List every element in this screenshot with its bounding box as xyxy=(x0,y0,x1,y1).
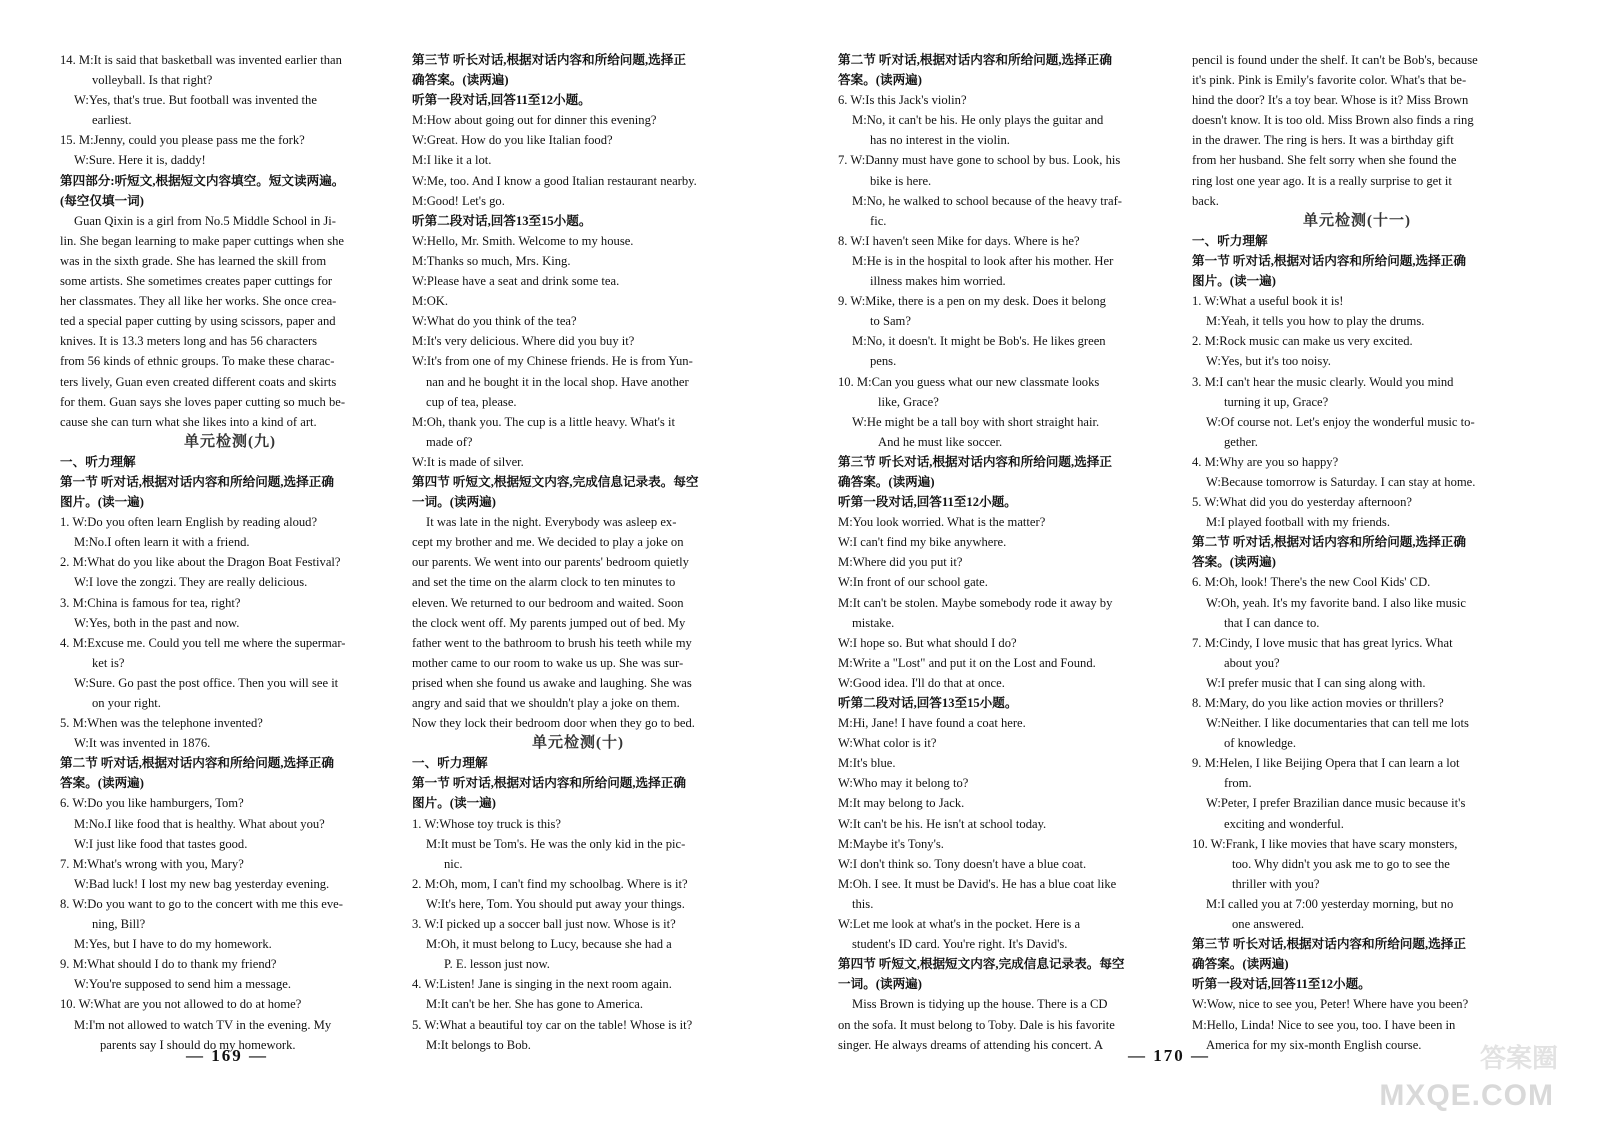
text-line: M:I played football with my friends. xyxy=(1206,515,1390,530)
text-line: 4. W:Listen! Jane is singing in the next room again. xyxy=(412,977,672,992)
text-line: 答案。(读两遍) xyxy=(838,73,922,88)
text-line: 第一节 听对话,根据对话内容和所给问题,选择正确 xyxy=(1192,253,1466,268)
text-line: the clock went off. My parents jumped out of bed. My xyxy=(412,615,686,630)
text-line: eleven. We returned to our bedroom and waited. Soon xyxy=(412,595,684,610)
text-line: fic. xyxy=(870,213,887,228)
text-line: 第三节 听长对话,根据对话内容和所给问题,选择正 xyxy=(1192,937,1466,952)
text-line: from her husband. She felt sorry when she found the xyxy=(1192,153,1457,168)
text-line: W:Me, too. And I know a good Italian restaurant nearby. xyxy=(412,173,697,188)
text-line: 2. M:Oh, mom, I can't find my schoolbag. Where is it? xyxy=(412,876,688,891)
text-line: ring lost one year ago. It is a really surprise to get it xyxy=(1192,173,1452,188)
text-line: 一、听力理解 xyxy=(412,756,488,771)
text-line: M:I'm not allowed to watch TV in the evening. My xyxy=(74,1017,332,1032)
text-line: 6. M:Oh, look! There's the new Cool Kids' CD. xyxy=(1192,575,1431,590)
text-line: M:OK. xyxy=(412,294,449,309)
text-line: W:Oh, yeah. It's my favorite band. I also like music xyxy=(1206,595,1466,610)
text-line: M:I like it a lot. xyxy=(412,153,492,168)
text-line: W:Yes, that's true. But football was invented the xyxy=(74,93,317,108)
text-line: gether. xyxy=(1224,434,1258,449)
text-line: 15. M:Jenny, could you please pass me the fork? xyxy=(60,133,305,148)
watermark-cn: 答案圈 xyxy=(1479,1044,1558,1074)
text-line: And he must like soccer. xyxy=(878,434,1003,449)
text-line: 听第二段对话,回答13至15小题。 xyxy=(838,696,1018,710)
text-line: cause she can turn what she likes into a kind of art. xyxy=(60,414,317,429)
text-line: W:You're supposed to send him a message. xyxy=(74,977,292,992)
text-line: earliest. xyxy=(92,113,132,128)
text-line: volleyball. Is that right? xyxy=(92,73,213,88)
text-line: thriller with you? xyxy=(1232,876,1320,891)
text-line: 第三节 听长对话,根据对话内容和所给问题,选择正 xyxy=(412,53,686,67)
text-line: W:Yes, but it's too noisy. xyxy=(1206,354,1331,369)
text-line: ters lively, Guan even created different coats and skirts xyxy=(60,374,337,389)
text-line: 1. W:Do you often learn English by reading aloud? xyxy=(60,515,318,530)
text-line: lin. She began learning to make paper cuttings when she xyxy=(60,233,344,248)
text-line: for them. Guan says she loves paper cutting so much be- xyxy=(60,394,346,409)
text-line: It was late in the night. Everybody was asleep ex- xyxy=(426,515,677,530)
text-line: W:It's from one of my Chinese friends. He is from Yun- xyxy=(412,354,693,369)
text-line: M:How about going out for dinner this evening? xyxy=(412,113,657,128)
text-line: M:Yes, but I have to do my homework. xyxy=(74,937,272,952)
text-line: 4. M:Excuse me. Could you tell me where the supermar- xyxy=(60,635,346,650)
text-line: 第四节 听短文,根据短文内容,完成信息记录表。每空 xyxy=(412,474,699,489)
section-heading: 单元检测(九) xyxy=(184,433,276,450)
text-line: 第四部分:听短文,根据短文内容填空。短文读两遍。 xyxy=(60,173,345,188)
text-line: Miss Brown is tidying up the house. There is a CD xyxy=(852,997,1108,1012)
text-line: 确答案。(读两遍) xyxy=(412,73,509,88)
text-line: Guan Qixin is a girl from No.5 Middle School in Ji- xyxy=(74,213,336,228)
text-line: M:It's very delicious. Where did you buy it? xyxy=(412,334,635,349)
text-line: 图片。(读一遍) xyxy=(60,495,144,510)
text-line: M:It must be Tom's. He was the only kid in the pic- xyxy=(426,836,686,851)
text-line: 第三节 听长对话,根据对话内容和所给问题,选择正 xyxy=(838,454,1112,469)
text-line: 5. W:What did you do yesterday afternoon? xyxy=(1192,495,1412,510)
text-line: 图片。(读一遍) xyxy=(412,796,496,811)
text-line: doesn't know. It is too old. Miss Brown also finds a ring xyxy=(1192,113,1474,128)
text-line: 8. M:Mary, do you like action movies or thrillers? xyxy=(1192,696,1444,710)
text-line: M:Good! Let's go. xyxy=(412,193,505,208)
text-line: our parents. We went into our parents' bedroom quietly xyxy=(412,555,689,570)
text-line: M:Hello, Linda! Nice to see you, too. I have been in xyxy=(1192,1017,1456,1032)
text-line: M:It's blue. xyxy=(838,756,896,771)
text-line: M:It can't be stolen. Maybe somebody rode it away by xyxy=(838,595,1113,610)
text-line: W:Wow, nice to see you, Peter! Where have you been? xyxy=(1192,997,1469,1012)
text-line: nan and he bought it in the local shop. Have another xyxy=(426,374,689,389)
text-line: W:Good idea. I'll do that at once. xyxy=(838,675,1005,690)
text-line: mother came to our room to wake us up. She was sur- xyxy=(412,655,684,670)
text-line: cept my brother and me. We decided to play a joke on xyxy=(412,535,684,550)
section-heading: 单元检测(十) xyxy=(532,735,624,752)
text-line: 第一节 听对话,根据对话内容和所给问题,选择正确 xyxy=(412,776,686,791)
text-line: M:Hi, Jane! I have found a coat here. xyxy=(838,716,1026,731)
text-line: 图片。(读一遍) xyxy=(1192,274,1276,289)
text-line: has no interest in the violin. xyxy=(870,133,1010,148)
text-line: 6. W:Do you like hamburgers, Tom? xyxy=(60,796,244,811)
text-line: W:Yes, both in the past and now. xyxy=(74,615,240,630)
text-line: mistake. xyxy=(852,615,895,630)
text-line: 14. M:It is said that basketball was invented earlier than xyxy=(60,53,342,67)
text-line: W:Who may it belong to? xyxy=(838,776,969,791)
text-line: W:He might be a tall boy with short straight hair. xyxy=(852,414,1100,429)
text-line: to Sam? xyxy=(870,314,911,329)
text-line: 1. W:What a useful book it is! xyxy=(1192,294,1344,309)
text-line: W:I prefer music that I can sing along with. xyxy=(1206,675,1426,690)
text-line: M:No.I like food that is healthy. What about you? xyxy=(74,816,325,831)
text-line: M:I called you at 7:00 yesterday morning, but no xyxy=(1206,896,1454,911)
text-line: 确答案。(读两遍) xyxy=(1192,957,1289,972)
text-line: exciting and wonderful. xyxy=(1224,816,1344,831)
text-line: M:Oh, it must belong to Lucy, because she had a xyxy=(426,937,672,952)
text-line: 一、听力理解 xyxy=(60,454,136,469)
text-line: 听第一段对话,回答11至12小题。 xyxy=(838,495,1017,510)
text-line: pencil is found under the shelf. It can't be Bob's, because xyxy=(1192,53,1478,67)
text-line: 5. W:What a beautiful toy car on the table! Whose is it? xyxy=(412,1017,693,1032)
text-line: 第二节 听对话,根据对话内容和所给问题,选择正确 xyxy=(60,756,334,771)
text-line: 8. W:I haven't seen Mike for days. Where is he? xyxy=(838,233,1080,248)
text-line: W:Sure. Go past the post office. Then you will see it xyxy=(74,675,339,690)
text-line: W:What do you think of the tea? xyxy=(412,314,577,329)
text-line: W:Great. How do you like Italian food? xyxy=(412,133,613,148)
text-line: M:No, it can't be his. He only plays the guitar and xyxy=(852,113,1104,128)
text-line: W:Of course not. Let's enjoy the wonderful music to- xyxy=(1206,414,1475,429)
text-line: 3. W:I picked up a soccer ball just now. Whose is it? xyxy=(412,917,676,932)
text-line: 一、听力理解 xyxy=(1192,233,1268,248)
section-heading: 单元检测(十一) xyxy=(1303,212,1411,229)
text-line: W:Because tomorrow is Saturday. I can stay at home. xyxy=(1206,474,1476,489)
text-line: M:He is in the hospital to look after his mother. Her xyxy=(852,253,1114,268)
text-line: 答案。(读两遍) xyxy=(1192,555,1276,570)
watermark: MXQE.COM xyxy=(1379,1079,1554,1112)
text-line: some artists. She sometimes creates paper cuttings for xyxy=(60,274,333,289)
text-line: hind the door? It's a toy bear. Whose is it? Miss Brown xyxy=(1192,93,1469,108)
text-line: M:No, he walked to school because of the heavy traf- xyxy=(852,193,1122,208)
text-line: in the drawer. The ring is hers. It was a birthday gift xyxy=(1192,133,1454,148)
text-line: 10. W:What are you not allowed to do at home? xyxy=(60,997,302,1012)
text-line: 9. W:Mike, there is a pen on my desk. Does it belong xyxy=(838,294,1106,309)
page-number-left: — 169 — xyxy=(186,1046,268,1065)
column-4 xyxy=(1192,50,1522,1055)
text-line: father went to the bathroom to brush his teeth while my xyxy=(412,635,692,650)
text-line: W:Peter, I prefer Brazilian dance music because it's xyxy=(1206,796,1466,811)
text-line: 4. M:Why are you so happy? xyxy=(1192,454,1339,469)
text-line: M:Write a "Lost" and put it on the Lost and Found. xyxy=(838,655,1096,670)
text-line: 7. W:Danny must have gone to school by bus. Look, his xyxy=(838,153,1121,168)
text-line: made of? xyxy=(426,434,473,449)
text-line: like, Grace? xyxy=(878,394,939,409)
text-line: angry and said that we shouldn't play a joke on them. xyxy=(412,696,680,710)
text-line: 7. M:What's wrong with you, Mary? xyxy=(60,856,244,871)
text-line: from. xyxy=(1224,776,1252,791)
text-line: 7. M:Cindy, I love music that has great lyrics. What xyxy=(1192,635,1453,650)
column-1 xyxy=(60,50,400,1055)
text-line: W:In front of our school gate. xyxy=(838,575,988,590)
text-line: was in the sixth grade. She has learned the skill from xyxy=(60,253,327,268)
text-line: 第四节 听短文,根据短文内容,完成信息记录表。每空 xyxy=(838,957,1125,972)
text-line: from 56 kinds of ethnic groups. To make these charac- xyxy=(60,354,335,369)
text-line: P. E. lesson just now. xyxy=(444,957,550,972)
page-number-right: — 170 — xyxy=(1128,1046,1210,1065)
text-line: singer. He always dreams of attending his concert. A xyxy=(838,1037,1104,1052)
text-line: ning, Bill? xyxy=(92,917,146,932)
text-line: 听第一段对话,回答11至12小题。 xyxy=(412,93,591,108)
text-line: nic. xyxy=(444,856,463,871)
text-line: on the sofa. It must belong to Toby. Dale is his favorite xyxy=(838,1017,1115,1032)
text-line: W:I love the zongzi. They are really delicious. xyxy=(74,575,308,590)
text-line: M:No.I often learn it with a friend. xyxy=(74,535,250,550)
text-line: M:Oh. I see. It must be David's. He has a blue coat like xyxy=(838,876,1117,891)
text-line: W:Let me look at what's in the pocket. Here is a xyxy=(838,917,1081,932)
text-line: M:You look worried. What is the matter? xyxy=(838,515,1046,530)
text-line: W:I hope so. But what should I do? xyxy=(838,635,1017,650)
text-line: cup of tea, please. xyxy=(426,394,517,409)
column-3 xyxy=(838,50,1170,1055)
text-line: about you? xyxy=(1224,655,1280,670)
text-line: W:I just like food that tastes good. xyxy=(74,836,248,851)
text-line: 2. M:Rock music can make us very excited. xyxy=(1192,334,1413,349)
text-line: 1. W:Whose toy truck is this? xyxy=(412,816,562,831)
text-line: her classmates. They all like her works. She once crea- xyxy=(60,294,337,309)
text-line: W:Bad luck! I lost my new bag yesterday evening. xyxy=(74,876,330,891)
text-line: W:I don't think so. Tony doesn't have a blue coat. xyxy=(838,856,1087,871)
text-line: 8. W:Do you want to go to the concert with me this eve- xyxy=(60,896,343,911)
text-line: 10. W:Frank, I like movies that have scary monsters, xyxy=(1192,836,1458,851)
text-line: M:It belongs to Bob. xyxy=(426,1037,531,1052)
text-line: M:Oh, thank you. The cup is a little heavy. What's it xyxy=(412,414,675,429)
text-line: that I can dance to. xyxy=(1224,615,1320,630)
text-line: W:It's here, Tom. You should put away your things. xyxy=(426,896,685,911)
text-line: 5. M:When was the telephone invented? xyxy=(60,716,263,731)
text-line: parents say I should do my homework. xyxy=(100,1037,296,1052)
text-line: too. Why didn't you ask me to go to see the xyxy=(1232,856,1450,871)
text-line: one answered. xyxy=(1232,917,1305,932)
text-line: and set the time on the alarm clock to ten minutes to xyxy=(412,575,676,590)
text-line: W:It was invented in 1876. xyxy=(74,736,211,751)
text-line: 听第二段对话,回答13至15小题。 xyxy=(412,213,592,228)
text-line: M:No, it doesn't. It might be Bob's. He likes green xyxy=(852,334,1106,349)
text-line: student's ID card. You're right. It's David's. xyxy=(852,937,1068,952)
text-line: 3. M:I can't hear the music clearly. Would you mind xyxy=(1192,374,1454,389)
column-2 xyxy=(412,50,744,1055)
text-line: 9. M:What should I do to thank my friend? xyxy=(60,957,277,972)
text-line: 一词。(读两遍) xyxy=(838,977,922,992)
text-line: ted a special paper cutting by using scissors, paper and xyxy=(60,314,336,329)
text-line: W:Neither. I like documentaries that can tell me lots xyxy=(1206,716,1469,731)
text-line: 2. M:What do you like about the Dragon Boat Festival? xyxy=(60,555,341,570)
text-line: 6. W:Is this Jack's violin? xyxy=(838,93,967,108)
text-line: (每空仅填一词) xyxy=(60,193,144,208)
text-line: 第二节 听对话,根据对话内容和所给问题,选择正确 xyxy=(838,53,1112,67)
text-line: ket is? xyxy=(92,655,125,670)
text-line: bike is here. xyxy=(870,173,932,188)
text-line: 听第一段对话,回答11至12小题。 xyxy=(1192,977,1371,992)
text-line: W:Sure. Here it is, daddy! xyxy=(74,153,206,168)
text-line: Now they lock their bedroom door when they go to bed. xyxy=(412,716,695,731)
text-line: M:Thanks so much, Mrs. King. xyxy=(412,253,571,268)
text-line: of knowledge. xyxy=(1224,736,1297,751)
text-line: prised when she found us awake and laughing. She was xyxy=(412,675,692,690)
text-line: illness makes him worried. xyxy=(870,274,1006,289)
text-line: 3. M:China is famous for tea, right? xyxy=(60,595,241,610)
text-line: W:I can't find my bike anywhere. xyxy=(838,535,1007,550)
text-line: M:Yeah, it tells you how to play the drums. xyxy=(1206,314,1425,329)
text-line: W:It can't be his. He isn't at school today. xyxy=(838,816,1047,831)
text-line: 一词。(读两遍) xyxy=(412,495,496,510)
text-line: pens. xyxy=(870,354,897,369)
text-line: M:Maybe it's Tony's. xyxy=(838,836,944,851)
text-line: W:Please have a seat and drink some tea. xyxy=(412,274,620,289)
text-line: M:It may belong to Jack. xyxy=(838,796,965,811)
text-line: back. xyxy=(1192,193,1219,208)
text-line: America for my six-month English course. xyxy=(1206,1037,1422,1052)
text-line: W:What color is it? xyxy=(838,736,937,751)
text-line: it's pink. Pink is Emily's favorite color. What's that be- xyxy=(1192,73,1467,88)
text-line: 答案。(读两遍) xyxy=(60,776,144,791)
text-line: 10. M:Can you guess what our new classmate looks xyxy=(838,374,1100,389)
text-line: 确答案。(读两遍) xyxy=(838,474,935,489)
text-line: 第二节 听对话,根据对话内容和所给问题,选择正确 xyxy=(1192,535,1466,550)
text-line: knives. It is 13.3 meters long and has 56 characters xyxy=(60,334,318,349)
text-line: 第一节 听对话,根据对话内容和所给问题,选择正确 xyxy=(60,474,334,489)
text-line: W:Hello, Mr. Smith. Welcome to my house. xyxy=(412,233,634,248)
text-line: on your right. xyxy=(92,696,161,710)
text-line: M:It can't be her. She has gone to America. xyxy=(426,997,644,1012)
text-line: turning it up, Grace? xyxy=(1224,394,1329,409)
text-line: M:Where did you put it? xyxy=(838,555,963,570)
text-line: this. xyxy=(852,896,874,911)
text-line: 9. M:Helen, I like Beijing Opera that I can learn a lot xyxy=(1192,756,1460,771)
text-line: W:It is made of silver. xyxy=(412,454,524,469)
